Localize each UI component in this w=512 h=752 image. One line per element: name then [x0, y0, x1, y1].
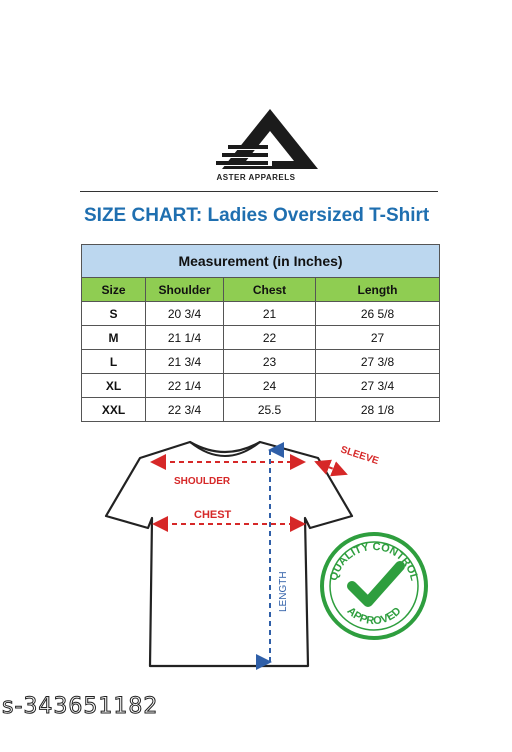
column-header-row	[82, 278, 440, 302]
column-header-shoulder: Shoulder	[146, 278, 224, 302]
size-cell: M	[82, 326, 146, 350]
measurement-header: Measurement (in Inches)	[82, 245, 440, 278]
sku-label: s-343651182	[2, 694, 159, 719]
size-cell: XXL	[82, 398, 146, 422]
shoulder-cell: 21 1/4	[146, 326, 224, 350]
seal-top-text: QUALITY CONTROL	[327, 540, 421, 583]
length-cell: 27 3/8	[316, 350, 440, 374]
svg-text:APPROVED	[345, 605, 404, 627]
size-cell: S	[82, 302, 146, 326]
shoulder-cell: 22 3/4	[146, 398, 224, 422]
column-header-length: Length	[316, 278, 440, 302]
table-row	[82, 350, 440, 374]
size-cell: XL	[82, 374, 146, 398]
length-cell: 28 1/8	[316, 398, 440, 422]
chest-cell: 24	[224, 374, 316, 398]
chest-cell: 22	[224, 326, 316, 350]
page-title: SIZE CHART: Ladies Oversized T-Shirt	[84, 205, 430, 226]
length-label: LENGTH	[278, 571, 289, 612]
divider	[80, 191, 438, 192]
measurement-header-row	[82, 245, 440, 278]
quality-seal	[318, 530, 430, 642]
chest-cell: 23	[224, 350, 316, 374]
table-row	[82, 398, 440, 422]
shoulder-cell: 21 3/4	[146, 350, 224, 374]
shoulder-cell: 20 3/4	[146, 302, 224, 326]
checkmark-icon	[352, 566, 400, 602]
table-row	[82, 326, 440, 350]
column-header-chest: Chest	[224, 278, 316, 302]
table-row	[82, 374, 440, 398]
seal-bottom-text: APPROVED	[344, 605, 404, 628]
shoulder-label: SHOULDER	[174, 476, 231, 487]
chest-cell: 25.5	[224, 398, 316, 422]
brand-name: ASTER APPARELS	[216, 173, 296, 182]
shoulder-cell: 22 1/4	[146, 374, 224, 398]
size-chart-table	[81, 244, 440, 422]
length-cell: 27 3/4	[316, 374, 440, 398]
column-header-size: Size	[82, 278, 146, 302]
length-cell: 26 5/8	[316, 302, 440, 326]
size-cell: L	[82, 350, 146, 374]
chest-cell: 21	[224, 302, 316, 326]
length-cell: 27	[316, 326, 440, 350]
sleeve-label: SLEEVE	[339, 444, 381, 468]
chest-label: CHEST	[194, 509, 232, 521]
table-row	[82, 302, 440, 326]
